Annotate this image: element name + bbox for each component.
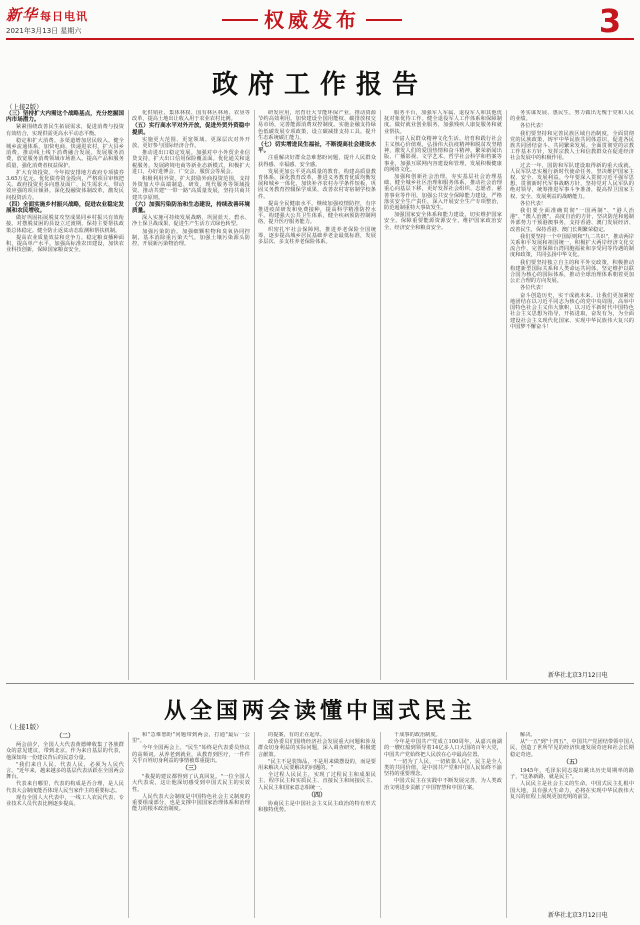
paragraph: 推动进出口稳定发展。加强对中小外贸企业信贷支持，扩大出口信用保险覆盖面。优化通关和退税服务。发展跨境电商等新业态新模式，积极扩大进口，办好进博会、广交会、服贸会等展会。 [132, 150, 250, 175]
column-rule [254, 732, 255, 918]
paragraph: 深入实施可持续发展战略，巩固蓝天、碧水、净土保卫战成果，促进生产生活方式绿色转型。 [132, 215, 250, 228]
paragraph: 实施更大范围、更宽领域、更深层次对外开放，更好参与国际经济合作。 [132, 136, 250, 150]
page-number: 3 [598, 2, 622, 40]
paragraph: 两会前夕，全国人大代表黄德峰收集了各族群众的意见建议，带到北京。作为来自基层的代表，他深知每一份建议背后的民意分量。 [6, 742, 124, 761]
paragraph: 人民民主是社会主义的生命。中国式民主扎根中国大地，具有强大生命力，必将在实现中华民族伟大复兴的征程上展现更加光明的前景。 [510, 781, 634, 800]
brand-name: 新华 [6, 6, 39, 24]
column-rule [128, 110, 129, 680]
section-rule-right [366, 19, 402, 21]
paragraph: 加强国家安全体系和能力建设，切实维护国家安全。保障重要能源资源安全，维护国家政治安全、经济安全和粮食安全。 [384, 212, 502, 231]
paragraph: 各位代表！ [520, 200, 546, 207]
paragraph: 过去一年，国防和军队建设取得新的重大成就。人民军队忠实履行新时代使命任务，坚决维护国家主权、安全、发展利益。今年要深入贯彻习近平强军思想，贯彻新时代军事战略方针，坚持党对人民军队的绝对领导，统筹推进军事斗争准备，提高捍卫国家主权、安全、发展利益的战略能力。 [510, 162, 634, 200]
subsection-number: （二） [55, 733, 74, 740]
paragraph: 紧紧围绕改善民生拓展需求，促进消费与投资有效结合，实现供需更高水平动态平衡。 [6, 124, 124, 137]
paragraph: 今年是中国共产党成立100周年。从嘉兴南湖的一艘红船到领导着14亿多人口大国的百年大党，中国共产党始终把人民放在心中最高位置。 [384, 739, 502, 758]
paragraph: 现有全国人大代表中，一线工人农民代表、专业技术人员代表比例逐步提高。 [6, 794, 124, 808]
section-heading: （五）实行高水平对外开放，促进外贸外资稳中提质。 [132, 123, 250, 136]
column-rule [380, 110, 381, 680]
paragraph: 稳定和扩大消费。多渠道增加居民收入。健全城乡流通体系，加快电商、快递进农村，扩大县乡消费。推动线上线下消费融合发展。发展服务消费，放宽服务消费领域市场准入。提高产品和服务质量，强化消费者权益保护。 [6, 137, 124, 169]
paragraph: "我提的建议都得到了认真回复。"一位全国人大代表说，这让他深切感受到中国式民主的实效性。 [132, 774, 250, 793]
paragraph: 各位代表！ [520, 285, 546, 292]
paragraph: 研发应用，培育壮大节能环保产业，推动资源节约高效利用。加快建设全国用能权、碳排放权交易市场，完善能源消费双控制度。实施金融支持绿色低碳发展专项政策，设立碳减排支持工具。提升生态系统碳汇能力。 [258, 110, 376, 141]
paragraph: "我们来自人民、代表人民，必须为人民代言。"近年来，越来越多的基层代表活跃在全国两会舞台。 [6, 761, 124, 781]
article1-col5 [510, 110, 634, 668]
article2-col2 [132, 732, 250, 918]
article1-col4 [384, 110, 502, 680]
masthead [0, 0, 640, 44]
paragraph: 加强和创新社会治理。夯实基层社会治理基础，健全城乡社区治理和服务体系，推动社会治理重心向基层下移，更好发挥社会组织、志愿者、慈善事业等作用。加强公共安全保障能力建设，严格落实安全生产责任，深入开展安全生产专项整治，防范遏制重特大事故发生。 [384, 174, 502, 212]
article1-col2 [132, 110, 250, 680]
section-heading: （四）全面实施乡村振兴战略，促进农业稳定发展和农民增收。 [6, 201, 124, 215]
paragraph: 发展更加公平更高质量的教育。构建高质量教育体系，深化教育改革，推进义务教育优质均衡发展和城乡一体化，加快补齐农村办学条件短板，巩固义务教育控辍保学成果，改善农村寄宿制学校条件。 [258, 168, 376, 200]
paragraph: 全过程人民民主，实现了过程民主和成果民主、程序民主和实质民主、直接民主和间接民主、人民民主和国家意志相统一。 [258, 772, 376, 791]
section-heading: （三）坚持扩大内需这个战略基点，充分挖掘国内市场潜力。 [6, 111, 124, 124]
article2-col4 [384, 732, 502, 918]
paragraph: 丰富人民群众精神文化生活。培育和践行社会主义核心价值观，弘扬伟大抗疫精神和脱贫攻坚精神，激发人们的爱国热情和奋斗精神。繁荣新闻出版、广播影视、文学艺术、哲学社会科学和档案等事业，加强互联网内容建设和管理，发展积极健康的网络文化。 [384, 135, 502, 173]
paragraph: 1945年，毛泽东同志提出跳出历史周期率的路子，"这条新路，就是民主"。 [510, 768, 634, 781]
paragraph: "一切为了人民、一切依靠人民"，民主是全人类的共同价值，是中国共产党和中国人民始终不渝坚持的重要理念。 [384, 758, 502, 778]
paragraph: 提高农业质量效益和竞争力。稳定粮食播种面积，提高单产水平。加强高标准农田建设，加快农业科技创新，保障国家粮食安全。 [6, 234, 124, 254]
article1-continued: （上接2版） [6, 103, 43, 111]
paragraph: 我们要坚持一个中国原则和"九二共识"，推动两岸关系和平发展和祖国统一，积极扩大两岸经济文化交流合作，完善保障台湾同胞福祉和享受同等待遇的制度和政策，共同弘扬中华文化。 [510, 233, 634, 259]
paragraph: 千成事的政治制度。 [394, 732, 441, 738]
column-rule [254, 110, 255, 680]
paragraph: 奋斗创造历史，实干成就未来。让我们更加紧密地团结在以习近平同志为核心的党中央周围，高举中国特色社会主义伟大旗帜，以习近平新时代中国特色社会主义思想为指导，开拓进取，奋发有为，为全面建设社会主义现代化国家、实现中华民族伟大复兴的中国梦不懈奋斗！ [510, 292, 634, 330]
column-rule [128, 732, 129, 918]
section-rule-left [222, 19, 258, 21]
section-heading: （七）切实增进民生福祉，不断提高社会建设水平。 [258, 142, 376, 155]
paragraph: 我们要坚持和完善民族区域自治制度，全面贯彻党的民族政策，铸牢中华民族共同体意识，促进各民族共同团结奋斗、共同繁荣发展。全面贯彻党的宗教工作基本方针，发挥宗教人士和信教群众在促进经济社会发展中的积极作用。 [510, 130, 634, 162]
subsection-number: （五） [562, 758, 581, 766]
brand-sub: 每日电讯 [40, 10, 89, 23]
paragraph: 政协委员们围绕经济社会发展重大问题和涉及群众切身利益的实际问题，深入调查研究，积极建言献策。 [258, 739, 376, 758]
paragraph: 务实谋发展、惠民生，努力做出无愧于党和人民的业绩。 [510, 110, 634, 123]
paragraph: 我们要全面准确贯彻"一国两制"、"港人治港"、"澳人治澳"、高度自治的方针，坚决防范和遏制外部势力干预港澳事务，支持香港、澳门发展经济、改善民生，保持香港、澳门长期繁荣稳定。 [510, 208, 634, 233]
paragraph: 从"一五"到"十四五"，中国共产党团结带领中国人民，创造了世所罕见的经济快速发展奇迹和社会长期稳定奇迹。 [510, 739, 634, 758]
subsection-number: （三） [181, 765, 200, 773]
paragraph: 今年全国两会上，"民生"始终是代表委员热议的高频词。从养老到就业，从教育到医疗，一件件关乎百姓切身利益的事情被郑重提出。 [132, 745, 250, 764]
article2-continued: （上接1版） [6, 723, 43, 731]
column-rule [506, 732, 507, 918]
section-heading: （六）加强污染防治和生态建设，持续改善环境质量。 [132, 201, 250, 215]
article2-col1 [6, 732, 124, 918]
column-rule [506, 110, 507, 680]
paragraph: 服务平台，加强军人军属、退役军人和其他优抚对象优待工作。健全退役军人工作体系和保障制度。做好就业创业服务，加强残疾人康复服务和就业帮扶。 [384, 110, 502, 135]
paragraph: 解决。 [520, 732, 536, 738]
column-rule [380, 732, 381, 918]
paragraph: 和"急难愁盼"问题带到两会，打通"最后一公里"。 [132, 732, 250, 745]
brand-logo [6, 4, 88, 25]
paragraph: 做好巩固拓展脱贫攻坚成果同乡村振兴有效衔接。对摆脱贫困的县设立过渡期，保持主要帮扶政策总体稳定。健全防止返贫动态监测和帮扶机制。 [6, 215, 124, 234]
paragraph: 人民代表大会制度是中国特色社会主义制度的重要组成部分，也是支撑中国国家治理体系和治理能力的根本政治制度。 [132, 793, 250, 813]
paragraph: 加强污染防治。加强细颗粒物和臭氧协同控制，基本消除重污染天气。加强土壤污染源头防控，开展新污染物治理。 [132, 228, 250, 248]
subsection-number: （四） [307, 791, 326, 799]
article1-col3 [258, 110, 376, 680]
article2-col5 [510, 732, 634, 908]
article-divider [6, 683, 634, 684]
article2-col3 [258, 732, 376, 918]
article2-signoff: 新华社北京3月12日电 [548, 912, 608, 919]
article1-col1 [6, 110, 124, 680]
paragraph: 各位代表！ [520, 123, 546, 130]
paragraph: 积极利用外资。扩大鼓励外商投资范围，支持外资加大中高端制造、研发、现代服务等领域投资。推动共建"一带一路"高质量发展，坚持共商共建共享原则。 [132, 176, 250, 201]
top-rule [6, 38, 634, 40]
paragraph: 中国式民主在实践中不断发展完善，为人类政治文明进步贡献了中国智慧和中国方案。 [384, 778, 502, 791]
paragraph: 的提案，有的正在起草。 [268, 732, 326, 738]
paragraph: 扩大有效投资。今年拟安排地方政府专项债券3.65万亿元。优化债券资金投向，严格项目审核把关。政府投资更多向惠及面广、民生需求大、带动效应强的项目倾斜。深化投融资体制改革，激发民间投资活力。 [6, 169, 124, 201]
paragraph: 我们要坚持独立自主的和平外交政策，积极推动构建新型国际关系和人类命运共同体，坚定维护以联合国为核心的国际体系，推动全球治理体系朝着更加公正合理的方向发展。 [510, 259, 634, 285]
article2-headline: 从全国两会读懂中国式民主 [163, 698, 476, 724]
paragraph: "民主不是装饰品，不是用来做摆设的，而是要用来解决人民要解决的问题的。" [258, 758, 376, 772]
paragraph: 提高全民健康水平。继续加强疫情防控，有序推进疫苗研发和免费接种，提高科学精准防控水平。构建强大公共卫生体系，健全疾病预防控制网络，提升医疗服务能力。 [258, 200, 376, 226]
section-title: 权威发布 [264, 8, 360, 32]
article1-headline: 政府工作报告 [211, 70, 428, 100]
paragraph: 织密扎牢社会保障网。推进养老保险全国统筹，逐步提高城乡居民基础养老金最低标准，发展多层次、多支柱养老保险体系。 [258, 226, 376, 246]
paragraph: 注重解决好群众急难愁盼问题，提升人民群众获得感、幸福感、安全感。 [258, 155, 376, 168]
article1-signoff: 新华社北京3月12日电 [548, 672, 608, 679]
issue-date: 2021年3月13日 星期六 [6, 27, 82, 35]
paragraph: 化供销社、集体林权、国有林区林场、农垦等改革，提高土地出让收入用于农业农村比例。 [132, 110, 250, 123]
paragraph: 协商民主是中国社会主义民主政治的特有形式和独特优势。 [258, 801, 376, 814]
paragraph: 代表来自哪里，代表的构成是否合理，是人民代表大会制度能否体现人民当家作主的重要标志。 [6, 781, 124, 794]
